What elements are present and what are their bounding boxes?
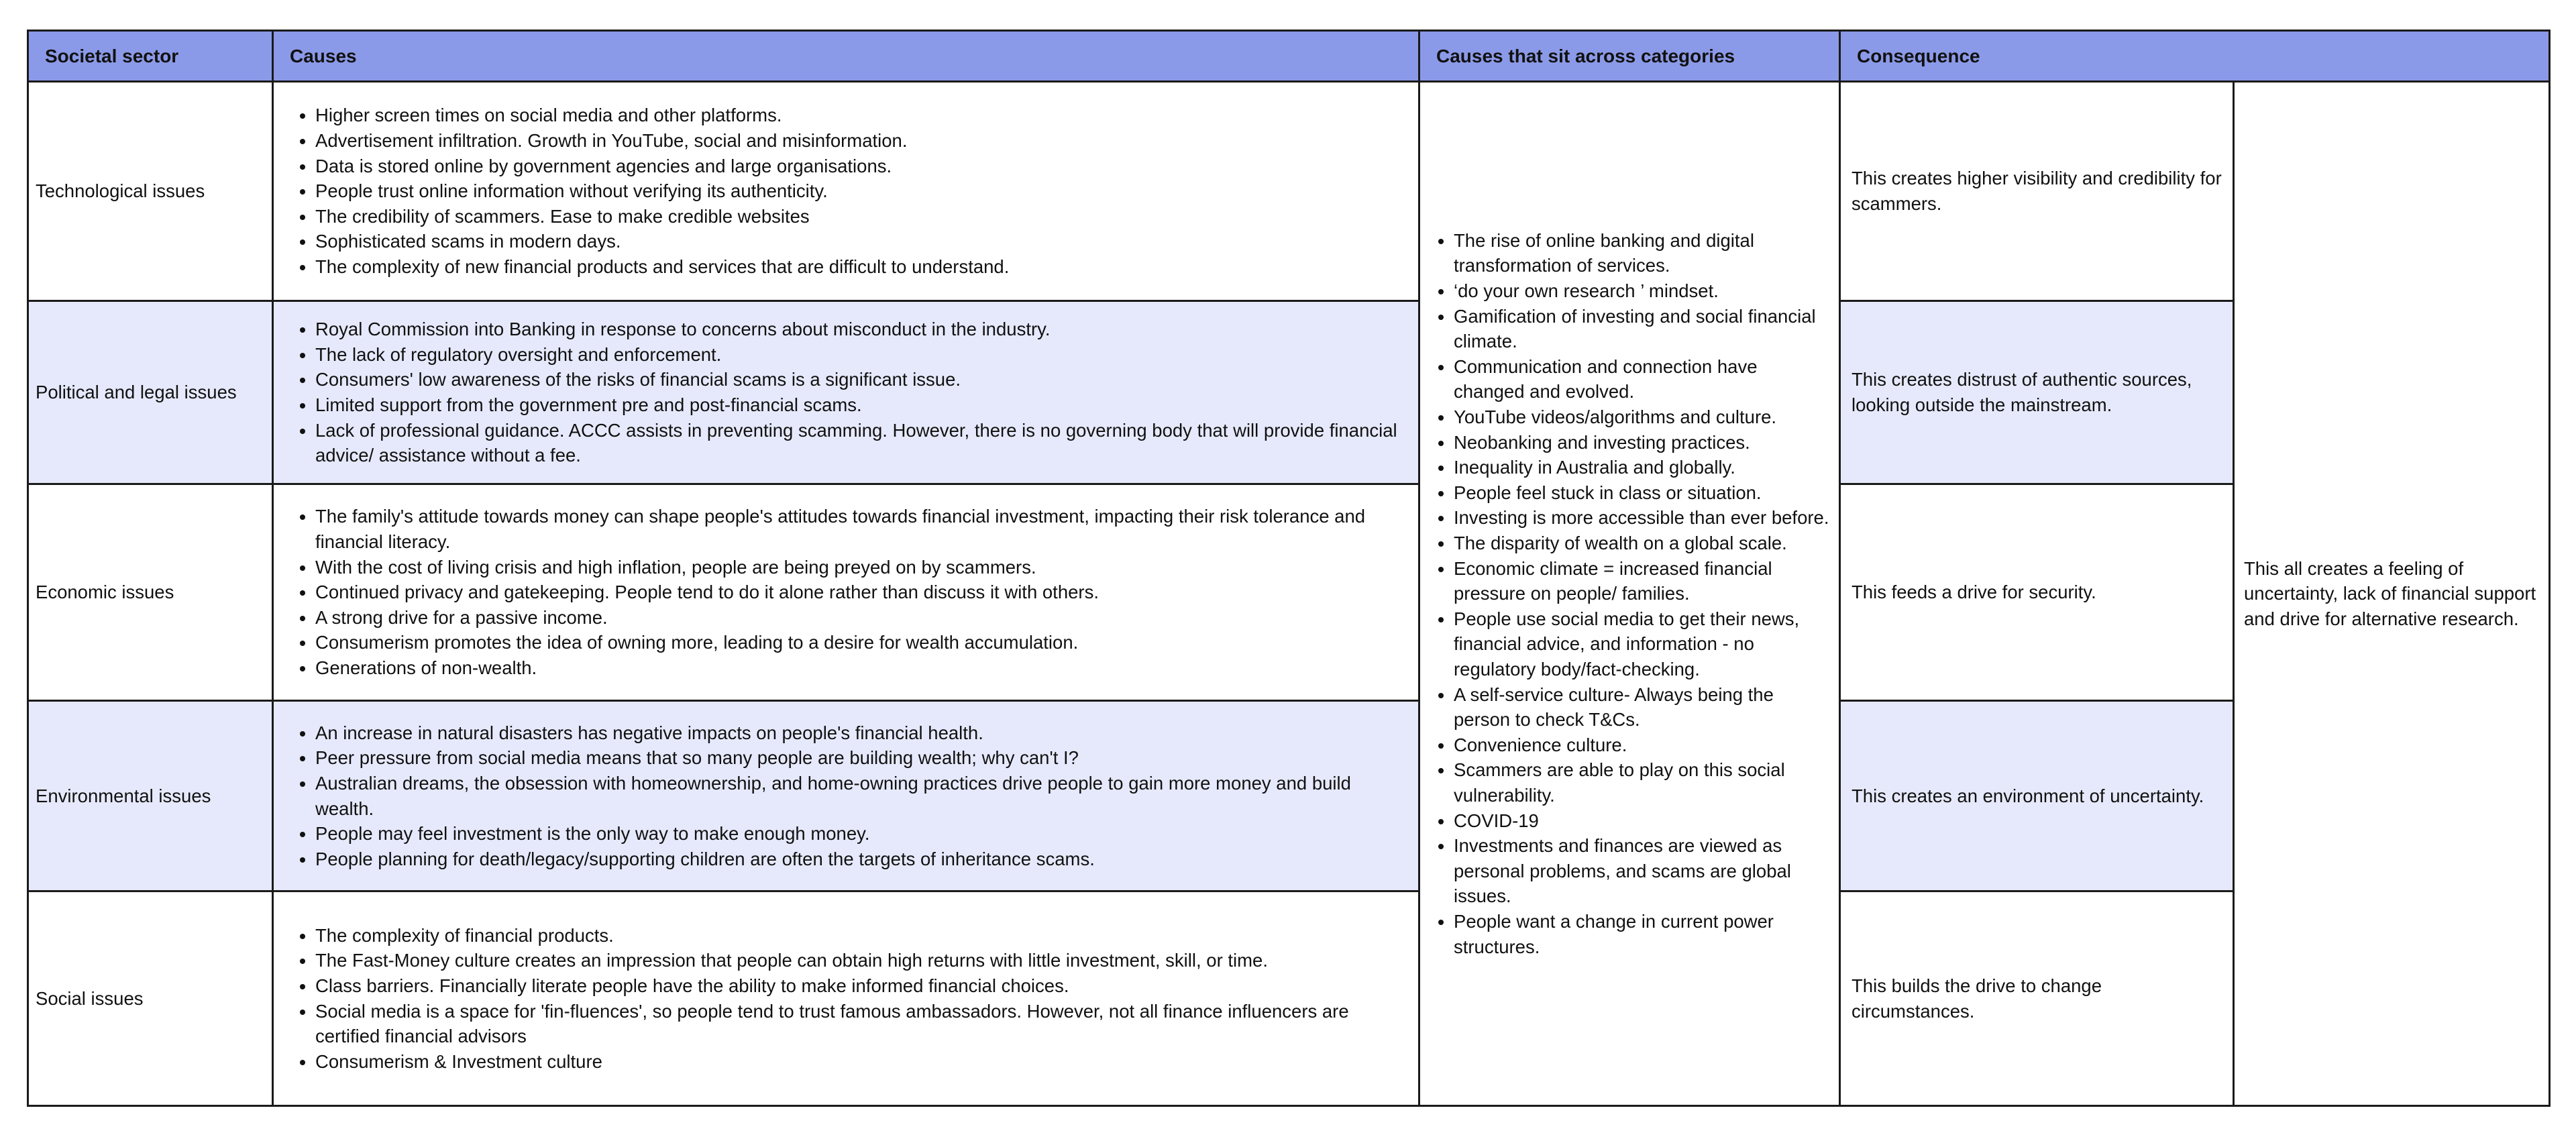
table-row bbox=[28, 484, 2550, 701]
list-item: • Social media is a space for 'fin-fluences', so people tend to trust famous ambassadors. However, not all finance influencers are certified financial advisors bbox=[315, 999, 1402, 1049]
list-item: • Economic climate = increased financial pressure on people/ families. bbox=[1454, 556, 1829, 606]
list-item: • A strong drive for a passive income. bbox=[315, 605, 1402, 631]
list-item: • People trust online information without verifying its authenticity. bbox=[315, 178, 1402, 204]
consequence-technological: This creates higher visibility and credibility for scammers. bbox=[1840, 82, 2234, 301]
header-cross-causes: Causes that sit across categories bbox=[1419, 31, 1840, 82]
cross-causes-list bbox=[1438, 228, 1829, 959]
list-item: • Consumers' low awareness of the risks of financial scams is a significant issue. bbox=[315, 367, 1402, 392]
list-item: • People want a change in current power structures. bbox=[1454, 909, 1829, 959]
list-item: • Sophisticated scams in modern days. bbox=[315, 229, 1402, 254]
list-item: • Investments and finances are viewed as personal problems, and scams are global issues. bbox=[1454, 833, 1829, 909]
list-item: • Continued privacy and gatekeeping. People tend to do it alone rather than discuss it with others. bbox=[315, 580, 1402, 605]
list-item: • Inequality in Australia and globally. bbox=[1454, 455, 1829, 480]
societal-causes-table bbox=[27, 30, 2551, 1107]
causes-list bbox=[291, 317, 1402, 468]
causes-cell bbox=[273, 701, 1419, 891]
list-item: • ‘do your own research ’ mindset. bbox=[1454, 278, 1829, 304]
header-causes: Causes bbox=[273, 31, 1419, 82]
table-row bbox=[28, 701, 2550, 891]
list-item: • An increase in natural disasters has negative impacts on people's financial health. bbox=[315, 720, 1402, 746]
table-row bbox=[28, 82, 2550, 301]
header-societal-sector: Societal sector bbox=[28, 31, 273, 82]
list-item: • Class barriers. Financially literate people have the ability to make informed financial choices. bbox=[315, 973, 1402, 999]
sector-environmental: Environmental issues bbox=[28, 701, 273, 891]
causes-list bbox=[291, 923, 1402, 1075]
list-item: • The family's attitude towards money can shape people's attitudes towards financial investment, impacting their risk tolerance and financial literacy. bbox=[315, 504, 1402, 554]
consequence-social: This builds the drive to change circumstances. bbox=[1840, 891, 2234, 1106]
list-item: • Australian dreams, the obsession with homeownership, and home-owning practices drive people to gain more money and build wealth. bbox=[315, 771, 1402, 821]
cross-causes-cell bbox=[1419, 82, 1840, 1106]
list-item: • People may feel investment is the only way to make enough money. bbox=[315, 821, 1402, 847]
list-item: • The lack of regulatory oversight and enforcement. bbox=[315, 342, 1402, 368]
list-item: • Convenience culture. bbox=[1454, 733, 1829, 758]
header-consequence: Consequence bbox=[1840, 31, 2550, 82]
list-item: • The complexity of new financial products and services that are difficult to understand. bbox=[315, 254, 1402, 280]
list-item: • People use social media to get their news, financial advice, and information - no regulatory body/fact-checking. bbox=[1454, 606, 1829, 682]
list-item: • Scammers are able to play on this social vulnerability. bbox=[1454, 757, 1829, 808]
list-item: • The rise of online banking and digital transformation of services. bbox=[1454, 228, 1829, 278]
sector-economic: Economic issues bbox=[28, 484, 273, 701]
causes-cell bbox=[273, 82, 1419, 301]
table-row bbox=[28, 891, 2550, 1106]
list-item: • The complexity of financial products. bbox=[315, 923, 1402, 948]
list-item: • Neobanking and investing practices. bbox=[1454, 430, 1829, 455]
list-item: • Communication and connection have changed and evolved. bbox=[1454, 354, 1829, 404]
sector-technological: Technological issues bbox=[28, 82, 273, 301]
list-item: • Higher screen times on social media and other platforms. bbox=[315, 103, 1402, 128]
list-item: • Peer pressure from social media means that so many people are building wealth; why can't I? bbox=[315, 745, 1402, 771]
list-item: • Generations of non-wealth. bbox=[315, 655, 1402, 681]
list-item: • YouTube videos/algorithms and culture. bbox=[1454, 404, 1829, 430]
list-item: • The Fast-Money culture creates an impression that people can obtain high returns with little investment, skill, or time. bbox=[315, 948, 1402, 973]
sector-social: Social issues bbox=[28, 891, 273, 1106]
table-row bbox=[28, 301, 2550, 484]
consequence-political-legal: This creates distrust of authentic sources, looking outside the mainstream. bbox=[1840, 301, 2234, 484]
list-item: • Consumerism & Investment culture bbox=[315, 1049, 1402, 1075]
list-item: • Consumerism promotes the idea of owning more, leading to a desire for wealth accumulation. bbox=[315, 630, 1402, 655]
causes-list bbox=[291, 720, 1402, 872]
list-item: • The credibility of scammers. Ease to make credible websites bbox=[315, 204, 1402, 229]
consequence-economic: This feeds a drive for security. bbox=[1840, 484, 2234, 701]
causes-cell bbox=[273, 301, 1419, 484]
list-item: • COVID-19 bbox=[1454, 808, 1829, 834]
list-item: • Data is stored online by government agencies and large organisations. bbox=[315, 154, 1402, 179]
list-item: • People planning for death/legacy/supporting children are often the targets of inheritance scams. bbox=[315, 847, 1402, 872]
final-consequence: This all creates a feeling of uncertainty, lack of financial support and drive for alternative research. bbox=[2234, 82, 2550, 1106]
causes-list bbox=[291, 103, 1402, 279]
list-item: • People feel stuck in class or situation. bbox=[1454, 480, 1829, 506]
causes-list bbox=[291, 504, 1402, 680]
list-item: • Royal Commission into Banking in response to concerns about misconduct in the industry. bbox=[315, 317, 1402, 342]
consequence-environmental: This creates an environment of uncertainty. bbox=[1840, 701, 2234, 891]
list-item: • A self-service culture- Always being the person to check T&Cs. bbox=[1454, 682, 1829, 733]
causes-cell bbox=[273, 891, 1419, 1106]
list-item: • Gamification of investing and social financial climate. bbox=[1454, 304, 1829, 354]
list-item: • Investing is more accessible than ever before. bbox=[1454, 505, 1829, 531]
list-item: • With the cost of living crisis and high inflation, people are being preyed on by scammers. bbox=[315, 555, 1402, 580]
list-item: • Advertisement infiltration. Growth in YouTube, social and misinformation. bbox=[315, 128, 1402, 154]
list-item: • Limited support from the government pre and post-financial scams. bbox=[315, 392, 1402, 418]
list-item: • Lack of professional guidance. ACCC assists in preventing scamming. However, there is no governing body that will provide financial advice/ assistance without a fee. bbox=[315, 418, 1402, 468]
table-header-row bbox=[28, 31, 2550, 82]
list-item: • The disparity of wealth on a global scale. bbox=[1454, 531, 1829, 556]
sector-political-legal: Political and legal issues bbox=[28, 301, 273, 484]
causes-cell bbox=[273, 484, 1419, 701]
